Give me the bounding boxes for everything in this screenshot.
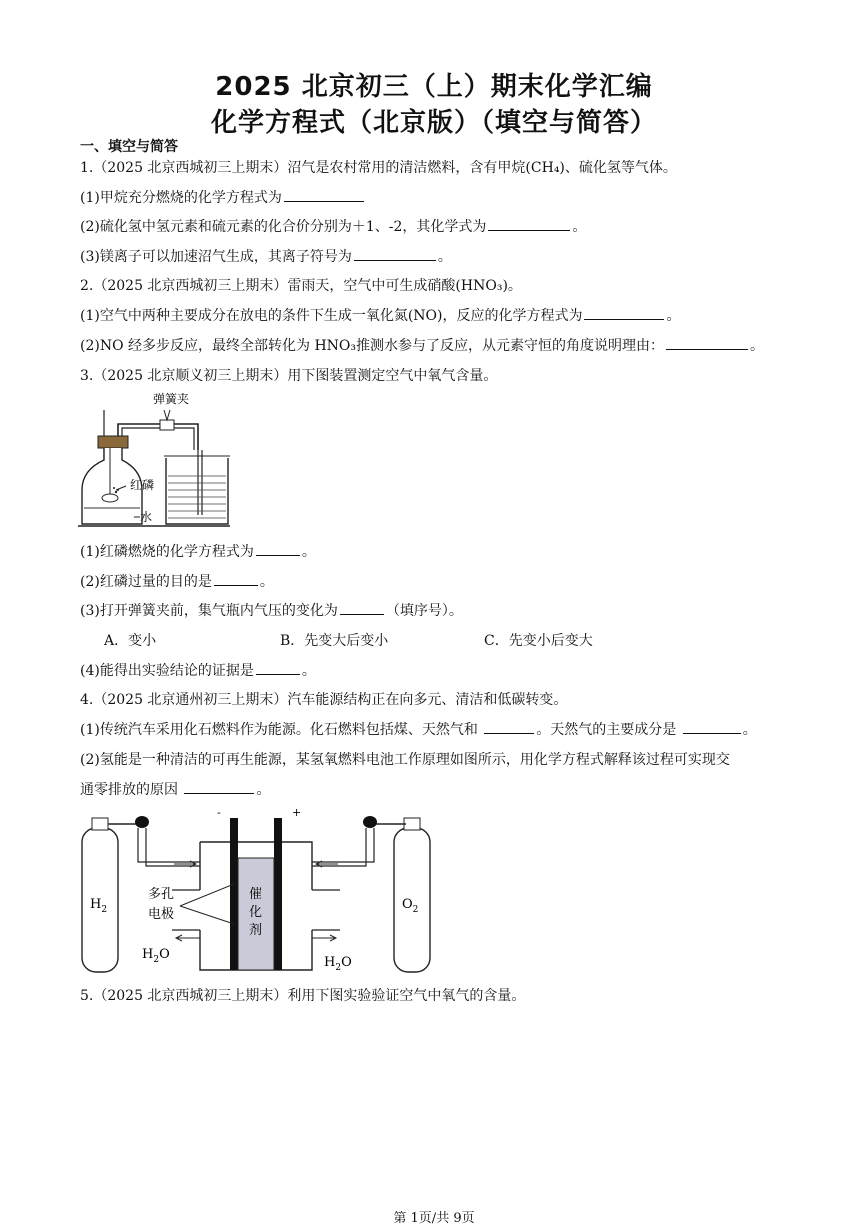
- punctuation: 。: [572, 219, 587, 235]
- q1-part2: [80, 216, 586, 236]
- svg-text:化: 化: [249, 905, 263, 920]
- punctuation: 。: [301, 663, 316, 679]
- q4-part2: (2)氢能是一种清洁的可再生能源，某氢氧燃料电池工作原理如图所示，用化学方程式解释该过程可实现交: [80, 752, 730, 768]
- q4-part1: [80, 719, 757, 739]
- valve-icon: [135, 816, 149, 828]
- minus-sign: -: [217, 806, 221, 819]
- punctuation: 。: [750, 338, 765, 354]
- q1-part3: [80, 246, 452, 266]
- q2-stem: 2.（2025 北京西城初三上期末）雷雨天，空气中可生成硝酸(HNO₃)。: [80, 278, 522, 294]
- q3-part2-text: (2)红磷过量的目的是: [80, 574, 212, 590]
- q3-part3: [80, 600, 463, 620]
- svg-text:剂: 剂: [249, 923, 263, 938]
- punctuation: 。: [437, 249, 452, 265]
- section-heading: 一、填空与简答: [80, 139, 178, 155]
- q5-stem: 5.（2025 北京西城初三上期末）利用下图实验验证空气中氧气的含量。: [80, 988, 526, 1004]
- q3-stem: 3.（2025 北京顺义初三上期末）用下图装置测定空气中氧气含量。: [80, 368, 498, 384]
- answer-blank[interactable]: [484, 719, 534, 734]
- oxygen-measurement-apparatus-figure: [78, 390, 238, 530]
- q2-part1-text: (1)空气中两种主要成分在放电的条件下生成一氧化氮(NO)，反应的化学方程式为: [80, 308, 583, 324]
- answer-blank[interactable]: [214, 571, 258, 586]
- q1-part1: [80, 187, 366, 207]
- svg-text:O2: $O_2$: [402, 897, 419, 915]
- q4-part1-text: (1)传统汽车采用化石燃料作为能源。化石燃料包括煤、天然气和: [80, 722, 478, 738]
- punctuation: 。: [742, 722, 757, 738]
- q2-part2-text: (2)NO 经多步反应，最终全部转化为 HNO₃推测水参与了反应，从元素守恒的角度说明理由：: [80, 338, 665, 354]
- q1-part3-text: (3)镁离子可以加速沼气生成，其离子符号为: [80, 249, 352, 265]
- clamp-label: 弹簧夹: [153, 392, 190, 406]
- q2-part1: [80, 305, 680, 325]
- document-title: 2025 北京初三（上）期末化学汇编: [215, 72, 653, 102]
- rubber-stopper: [98, 436, 128, 448]
- option-b: B．先变大后变小: [280, 633, 389, 649]
- plus-sign: +: [292, 806, 302, 819]
- q3-part1: [80, 541, 316, 561]
- answer-blank[interactable]: [584, 305, 664, 320]
- punctuation: 。: [666, 308, 681, 324]
- q3-part1-text: (1)红磷燃烧的化学方程式为: [80, 544, 254, 560]
- answer-blank[interactable]: [340, 600, 384, 615]
- hydrogen-oxygen-fuel-cell-figure: [76, 806, 438, 978]
- svg-text:催: 催: [249, 887, 263, 902]
- q4-stem: 4.（2025 北京通州初三上期末）汽车能源结构正在向多元、清洁和低碳转变。: [80, 692, 568, 708]
- answer-blank[interactable]: [284, 187, 364, 202]
- q3-part2: [80, 571, 274, 591]
- q1-part1-text: (1)甲烷充分燃烧的化学方程式为: [80, 190, 282, 206]
- valve-icon: [363, 816, 377, 828]
- answer-blank[interactable]: [184, 779, 254, 794]
- answer-blank[interactable]: [683, 719, 741, 734]
- option-a: A．变小: [104, 633, 157, 649]
- fill-hint: （填序号）。: [385, 603, 463, 619]
- answer-blank[interactable]: [488, 216, 570, 231]
- q4-part2-text: 通零排放的原因: [80, 782, 178, 798]
- q2-part2: [80, 335, 764, 355]
- page-footer: 第 1页/共 9页: [393, 1211, 475, 1226]
- q1-part2-text: (2)硫化氢中氢元素和硫元素的化合价分别为＋1、-2，其化学式为: [80, 219, 487, 235]
- document-subtitle: 化学方程式（北京版）（填空与简答）: [210, 108, 657, 138]
- punctuation: 。: [301, 544, 316, 560]
- q4-part2-cont: [80, 779, 270, 799]
- q3-part3-text: (3)打开弹簧夹前，集气瓶内气压的变化为: [80, 603, 338, 619]
- svg-text:H2O: $H_2O$: [324, 955, 352, 973]
- q3-part4-text: (4)能得出实验结论的证据是: [80, 663, 254, 679]
- porous-electrode-right: [274, 818, 282, 970]
- water-label: 水: [140, 510, 153, 524]
- answer-blank[interactable]: [354, 246, 436, 261]
- electrode-label: 多孔: [148, 887, 175, 902]
- answer-blank[interactable]: [256, 660, 300, 675]
- q1-stem: 1.（2025 北京西城初三上期末）沼气是农村常用的清洁燃料，含有甲烷(CH₄)、硫化氢等气体。: [80, 160, 677, 176]
- svg-text:电极: 电极: [148, 907, 175, 922]
- punctuation: 。: [259, 574, 274, 590]
- q4-part1-text-2: 。天然气的主要成分是: [536, 722, 677, 738]
- q3-part4: [80, 660, 316, 680]
- svg-text:H2O: $H_2O$: [142, 947, 170, 965]
- answer-blank[interactable]: [256, 541, 300, 556]
- svg-text:H2: $H_2$: [90, 897, 108, 915]
- red-phosphorus-label: 红磷: [130, 478, 155, 492]
- porous-electrode-left: [230, 818, 238, 970]
- answer-blank[interactable]: [666, 335, 748, 350]
- option-c: C．先变小后变大: [484, 633, 593, 649]
- beaker: [166, 458, 228, 524]
- punctuation: 。: [256, 782, 271, 798]
